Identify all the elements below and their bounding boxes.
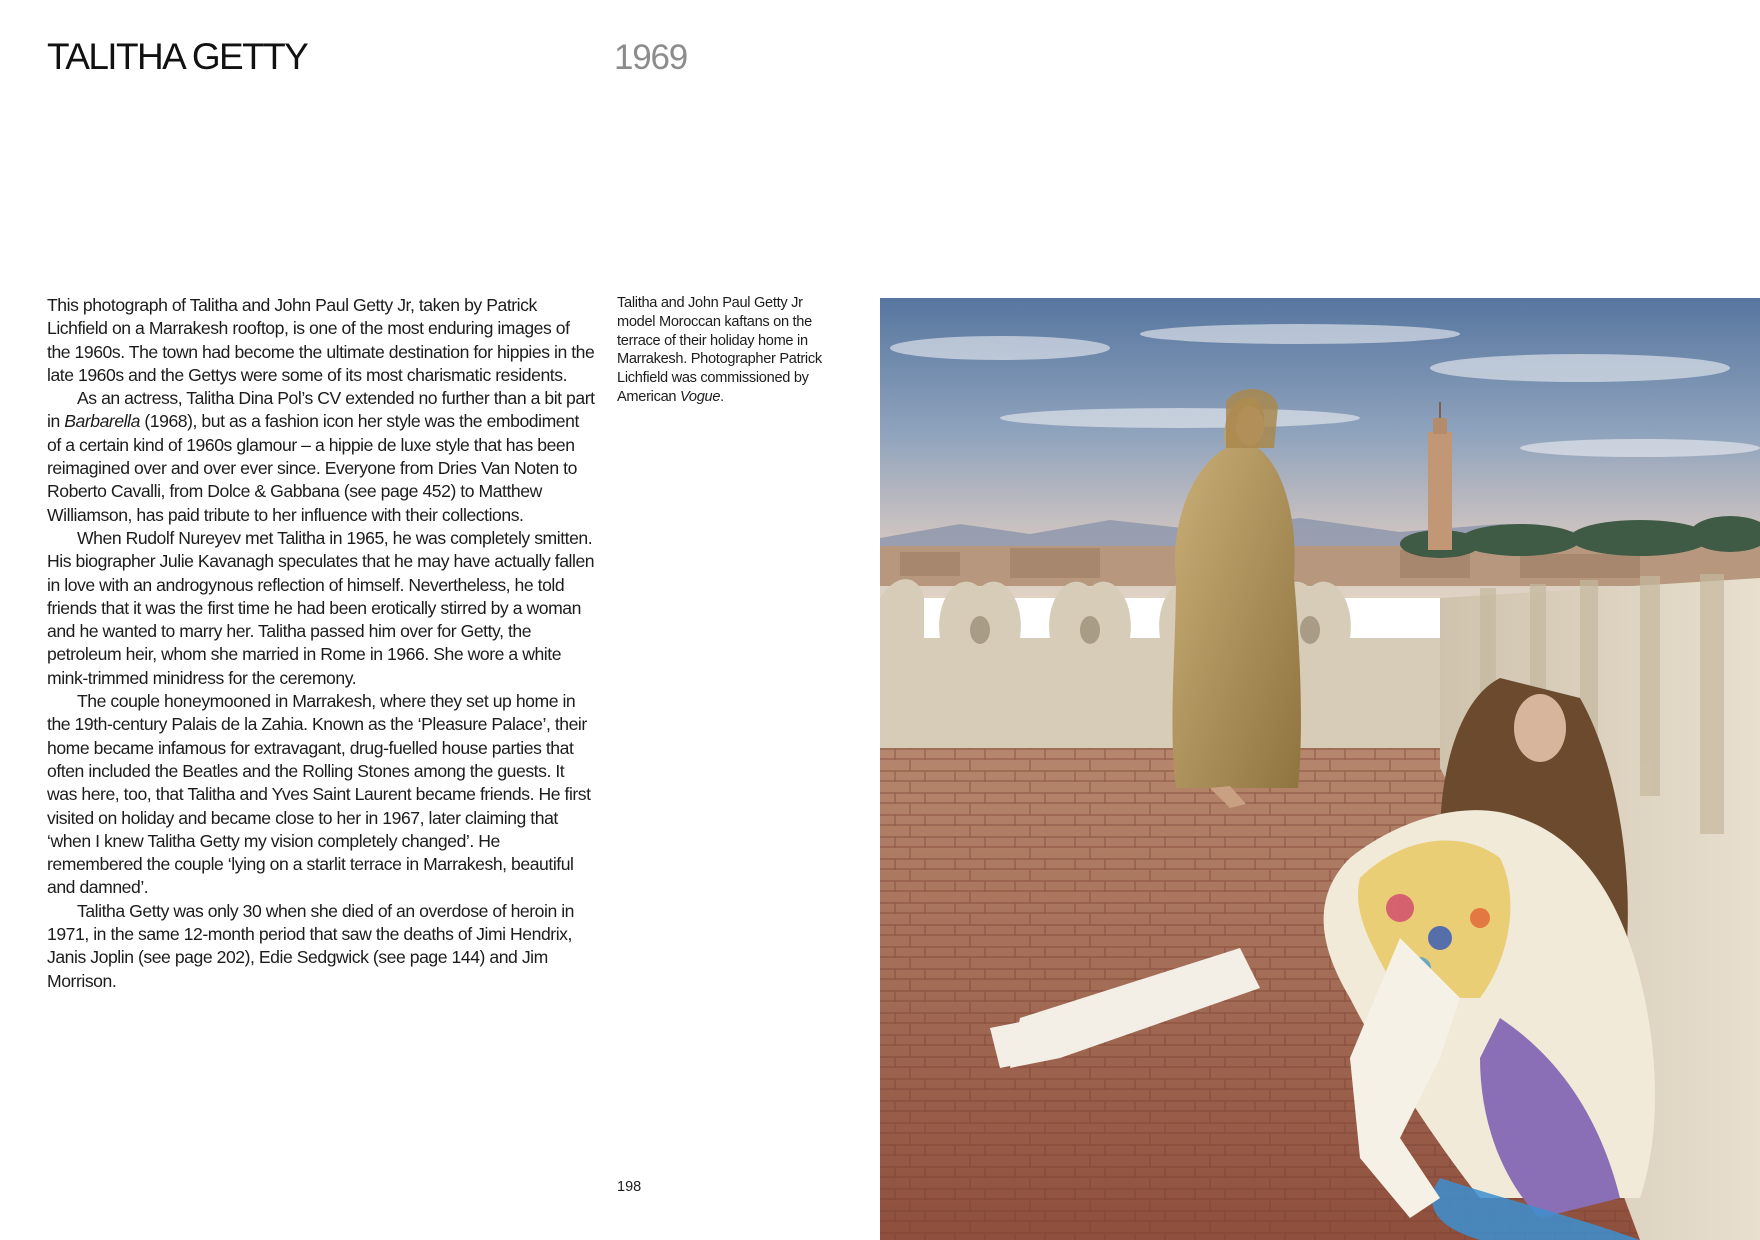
article-paragraph bbox=[47, 690, 595, 900]
caption-end: . bbox=[720, 388, 724, 405]
page-number: 198 bbox=[617, 1179, 642, 1195]
paragraph-text: (1968), but as a fashion icon her style was the embodiment of a certain kind of 1960s glamour – a hippie de luxe style that has been reimagined over and over ever since. Everyone from Dries Van Noten to Roberto Cavalli, from Dolce & Gabbana (see page 452) to Matthew Williamson, has paid tribute to her influence with their collections. bbox=[47, 411, 579, 525]
article-paragraph bbox=[47, 527, 595, 690]
photo-caption bbox=[617, 294, 827, 407]
article-paragraph bbox=[47, 900, 595, 993]
italic-title: Barbarella bbox=[64, 411, 140, 432]
paragraph-text: When Rudolf Nureyev met Talitha in 1965, he was completely smitten. His biographer Julie Kavanagh speculates that he may have actually fallen in love with an androgynous reflection of himself. Nevertheless, he told friends that it was the first time he had been erotically stirred by a woman and he wanted to marry her. Talitha passed him over for Getty, the petroleum heir, whom she married in Rome in 1966. She wore a white mink-trimmed minidress for the ceremony. bbox=[47, 527, 595, 688]
caption-italic-text: Vogue bbox=[680, 388, 721, 405]
paragraph-text: This photograph of Talitha and John Paul Getty Jr, taken by Patrick Lichfield on a Marrakesh rooftop, is one of the most enduring images of the 1960s. The town had become the ultimate destination for hippies in the late 1960s and the Gettys were some of its most charismatic residents. bbox=[47, 295, 595, 385]
paragraph-text: Talitha Getty was only 30 when she died of an overdose of heroin in 1971, in the same 12-month period that saw the deaths of Jimi Hendrix, Janis Joplin (see page 202), Edie Sedgwick (see page 144) and Jim Morrison. bbox=[47, 900, 575, 991]
article-body bbox=[47, 294, 595, 993]
paragraph-text: As an actress, Talitha Dina Pol’s CV extended no further than a bit part in bbox=[47, 388, 595, 432]
photograph bbox=[880, 298, 1760, 1240]
parapet-wall bbox=[880, 579, 1460, 748]
article-paragraph bbox=[47, 294, 595, 387]
article-paragraph bbox=[47, 387, 595, 527]
page-title: TALITHA GETTY bbox=[47, 36, 308, 77]
page-year: 1969 bbox=[614, 38, 688, 77]
paragraph-text: The couple honeymooned in Marrakesh, where they set up home in the 19th-century Palais de la Zahia. Known as the ‘Pleasure Palace’, their home became infamous for extravagant, drug-fuelled house parties that often included the Beatles and the Rolling Stones among the guests. It was here, too, that Talitha and Yves Saint Laurent became friends. He first visited on holiday and became close to her in 1967, later claiming that ‘when I knew Talitha Getty my vision completely changed’. He remembered the couple ‘lying on a starlit terrace in Marrakesh, beautiful and damned’. bbox=[47, 691, 591, 898]
caption-text: Talitha and John Paul Getty Jr model Moroccan kaftans on the terrace of their holiday home in Marrakesh. Photographer Patrick Lichfield was commissioned by American bbox=[617, 295, 822, 405]
